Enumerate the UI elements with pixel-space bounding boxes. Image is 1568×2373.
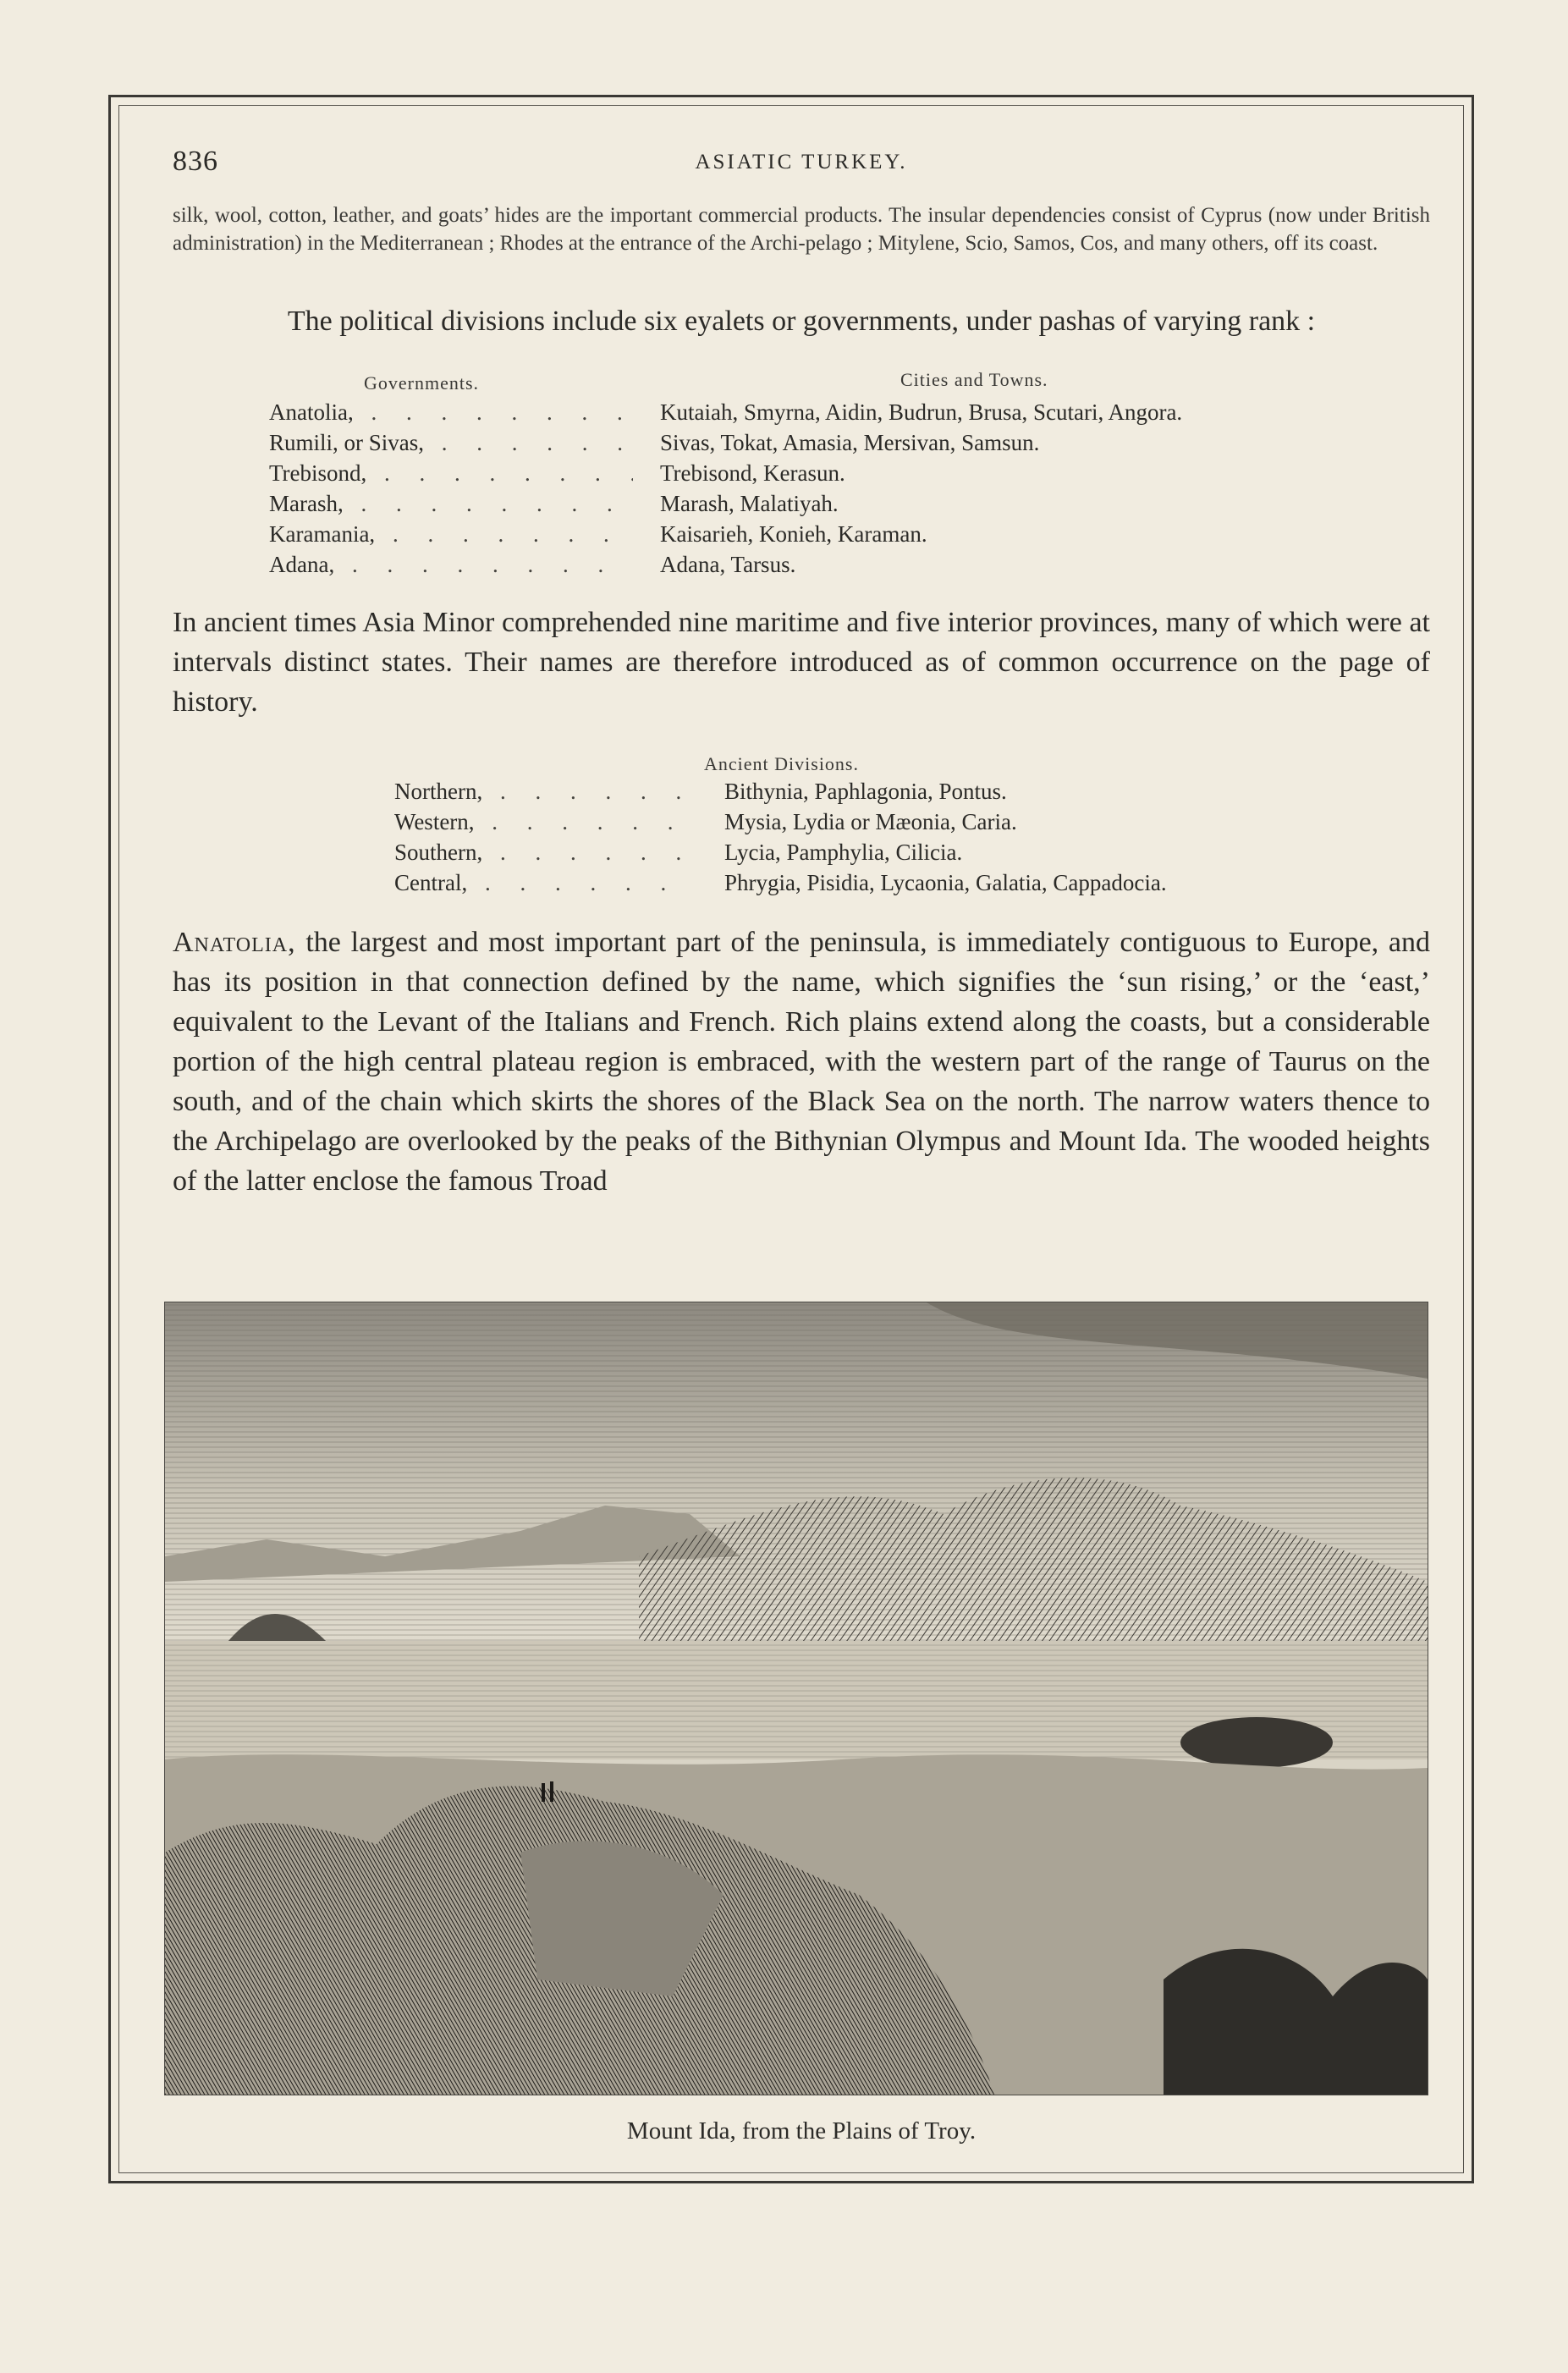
government-cities: Adana, Tarsus. [660, 552, 796, 577]
mount-ida-engraving [164, 1302, 1428, 2095]
government-name: Marash, . . . [269, 491, 633, 517]
region-divisions: Mysia, Lydia or Mæonia, Caria. [724, 809, 1017, 834]
government-name: Anatolia, . . . [269, 399, 633, 426]
political-divisions-intro: The political divisions include six eyalets or governments, under pashas of varying rank : [287, 306, 1316, 337]
region-name: Southern, . . . [394, 840, 689, 866]
government-cities: Kaisarieh, Konieh, Karaman. [660, 521, 927, 547]
figure-left [542, 1783, 545, 1802]
intro-paragraph: silk, wool, cotton, leather, and goats’ hides are the important commercial products. The insular dependencies consist of Cyprus (now under British administration) in the Mediterranean ; Rhodes at the entrance of the Archi-pelago ; Mitylene, Scio, Samos, Cos, and many others, off its coast. [173, 204, 1430, 255]
anatolia-body: the largest and most important part of the peninsula, is immediately contiguous to Europe, and has its position in that connection defined by the name, which signifies the ‘sun rising,’ or the ‘east,’ equivalent to the Levant of the Italians and French. Rich plains extend along the coasts, but a considerable portion of the high central plateau region is embraced, with the western part of the range of Taurus on the south, and of the chain which skirts the shores of the Black Sea on the north. The narrow waters thence to the Archipelago are overlooked by the peaks of the Bithynian Olympus and Mount Ida. The wooded heights of the latter enclose the famous Troad [173, 927, 1430, 1197]
region-divisions: Bithynia, Paphlagonia, Pontus. [724, 779, 1007, 804]
governments-column-header: Governments. [364, 372, 480, 394]
landscape-illustration [165, 1302, 1428, 2095]
anatolia-lead: Anatolia, [173, 927, 296, 958]
page-header [173, 146, 1430, 179]
region-divisions: Phrygia, Pisidia, Lycaonia, Galatia, Cappadocia. [724, 870, 1167, 895]
table-row [394, 779, 1376, 809]
region-name: Central, . . . [394, 870, 689, 896]
government-name: Karamania, . . . [269, 521, 633, 548]
table-row [394, 809, 1376, 840]
ancient-times-paragraph: In ancient times Asia Minor comprehended nine maritime and five interior provinces, many of which were at intervals distinct states. Their names are therefore introduced as of common occurrence on the page of history. [173, 607, 1430, 718]
government-cities: Kutaiah, Smyrna, Aidin, Budrun, Brusa, Scutari, Angora. [660, 399, 1183, 425]
region-name: Western, . . . [394, 809, 689, 835]
running-head: ASIATIC TURKEY. [695, 151, 908, 173]
page-number: 836 [173, 146, 218, 177]
government-cities: Trebisond, Kerasun. [660, 460, 845, 486]
table-row [269, 552, 1369, 582]
tree-cluster [1180, 1717, 1333, 1768]
cities-column-header: Cities and Towns. [900, 369, 1048, 390]
ancient-divisions-header: Ancient Divisions. [704, 753, 859, 774]
government-name: Rumili, or Sivas, . . . [269, 430, 633, 456]
ancient-divisions-table [394, 779, 1376, 900]
table-row [394, 870, 1376, 900]
table-row [269, 521, 1369, 552]
government-cities: Marash, Malatiyah. [660, 491, 839, 516]
anatolia-paragraph [173, 922, 1430, 1201]
table-row [269, 430, 1369, 460]
governments-table [269, 399, 1369, 582]
government-cities: Sivas, Tokat, Amasia, Mersivan, Samsun. [660, 430, 1040, 455]
foreground-trees [1164, 1949, 1428, 2095]
table-row [394, 840, 1376, 870]
region-divisions: Lycia, Pamphylia, Cilicia. [724, 840, 963, 865]
government-name: Trebisond, . . . [269, 460, 633, 487]
figure-right [550, 1781, 553, 1802]
illustration-caption: Mount Ida, from the Plains of Troy. [626, 2117, 977, 2145]
region-name: Northern, . . . [394, 779, 689, 805]
table-row [269, 399, 1369, 430]
table-row [269, 491, 1369, 521]
government-name: Adana, . . . [269, 552, 633, 578]
table-row [269, 460, 1369, 491]
